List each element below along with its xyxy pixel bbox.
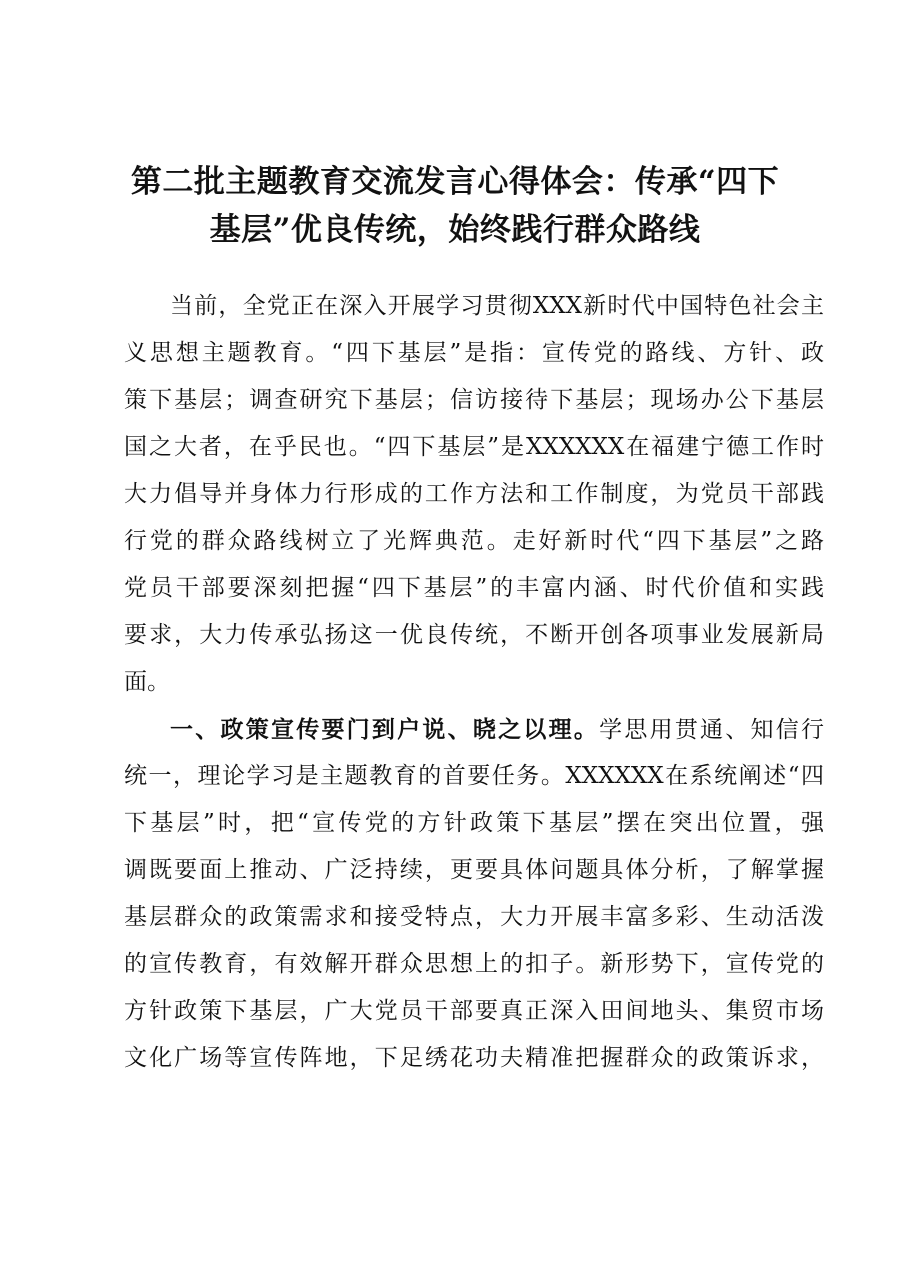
- text-line: 大力倡导并身体力行形成的工作方法和工作制度，为党员干部践: [124, 481, 824, 507]
- section-heading: 一、政策宣传要门到户说、晓之以理。: [170, 716, 600, 743]
- text-line: 党员干部要深刻把握“四下基层”的丰富内涵、时代价值和实践: [124, 575, 824, 601]
- text-line: 策下基层；调查研究下基层；信访接待下基层；现场办公下基层: [124, 387, 824, 413]
- document-title: [110, 158, 800, 254]
- text-line: 义思想主题教育。“四下基层”是指：宣传党的路线、方针、政: [124, 340, 824, 366]
- text-line: 要求，大力传承弘扬这一优良传统，不断开创各项事业发展新局: [124, 622, 824, 648]
- text-line: 基层群众的政策需求和接受特点，大力开展丰富多彩、生动活泼: [124, 904, 824, 930]
- text-line: 行党的群众路线树立了光辉典范。走好新时代“四下基层”之路: [124, 528, 824, 554]
- paragraph-intro: [124, 283, 824, 706]
- text-line-with-heading: [124, 706, 824, 753]
- text-line: 当前，全党正在深入开展学习贯彻XXX新时代中国特色社会主: [170, 293, 824, 319]
- text-line: 面。: [124, 669, 170, 695]
- text-line: 国之大者，在乎民也。“四下基层”是XXXXXX在福建宁德工作时: [124, 434, 824, 460]
- text-line: 文化广场等宣传阵地，下足绣花功夫精准把握群众的政策诉求，: [124, 1045, 824, 1071]
- text-line: 调既要面上推动、广泛持续，更要具体问题具体分析，了解掌握: [124, 857, 824, 883]
- text-line: 的宣传教育，有效解开群众思想上的扣子。新形势下，宣传党的: [124, 951, 824, 977]
- title-line-2: 基层”优良传统，始终践行群众路线: [209, 212, 701, 248]
- text-line: 方针政策下基层，广大党员干部要真正深入田间地头、集贸市场: [124, 998, 824, 1024]
- title-line-1: 第二批主题教育交流发言心得体会：传承“四下: [130, 164, 780, 200]
- text-fragment: 学思用贯通、知信行: [599, 717, 825, 743]
- paragraph-section-1: [124, 706, 824, 1082]
- document-body: [124, 283, 824, 1082]
- text-line: 下基层”时，把“宣传党的方针政策下基层”摆在突出位置，强: [124, 810, 824, 836]
- text-line: 统一，理论学习是主题教育的首要任务。XXXXXX在系统阐述“四: [124, 763, 824, 789]
